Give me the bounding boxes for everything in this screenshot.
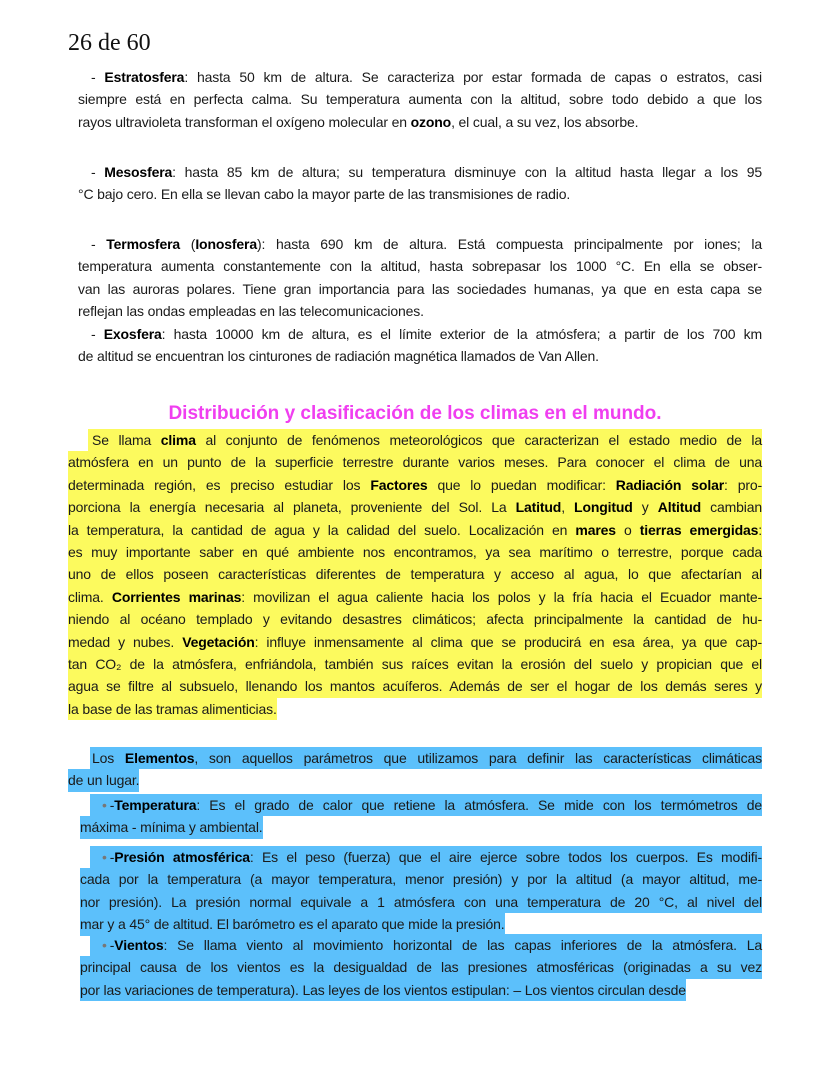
text-segment: principal causa de los vientos es la desigualdad de las presiones atmosféricas (originadas a su vez xyxy=(80,959,762,976)
text-line xyxy=(90,747,762,769)
text-segment: : hasta 85 km de altura; su temperatura disminuye con la altitud hasta llegar a los 95 xyxy=(172,164,762,180)
text-segment: : Es el grado de calor que retiene la atmósfera. Se mide con los termómetros de xyxy=(196,797,762,813)
paragraph-elementos-highlighted xyxy=(68,747,762,792)
text-segment: - xyxy=(109,937,115,953)
text-segment: tan CO₂ de la atmósfera, enfriándola, también sus raíces evitan la erosión del suelo y propician que el xyxy=(68,655,762,672)
text-line xyxy=(80,913,505,935)
text-line xyxy=(68,653,762,675)
text-line xyxy=(91,233,762,255)
text-line xyxy=(80,891,762,913)
bold-term: Exosfera xyxy=(103,326,162,342)
bold-term: clima xyxy=(160,432,196,448)
text-segment: medad y nubes. xyxy=(68,633,183,650)
bullet-temperatura xyxy=(68,794,762,839)
text-line xyxy=(68,608,762,630)
text-segment: temperatura aumenta constantemente con la altitud, hasta sobrepasar los 1000 °C. En ella se obser- xyxy=(78,258,762,275)
paragraph-mesosfera xyxy=(68,161,762,206)
bold-term: Mesosfera xyxy=(104,164,173,180)
text-line xyxy=(90,934,762,956)
text-segment: determinada región, es preciso estudiar los xyxy=(68,476,371,493)
text-segment: Los xyxy=(92,750,125,766)
bullet-presion-atmosferica xyxy=(68,846,762,936)
bold-term: Corrientes marinas xyxy=(111,588,242,605)
text-segment: atmósfera en un punto de la superficie terrestre durante varios meses. Para conocer el clima de una xyxy=(68,454,762,471)
page-number: 26 de 60 xyxy=(68,30,151,56)
paragraph-exosfera xyxy=(68,323,762,368)
text-line xyxy=(78,183,762,205)
text-line xyxy=(80,868,762,890)
text-line xyxy=(78,255,762,277)
text-segment: cada por la temperatura (a mayor temperatura, menor presión) y por la altitud (a mayor altitud, me- xyxy=(80,871,762,888)
bullet-icon: • xyxy=(102,849,107,865)
text-segment: porciona la energía necesaria al planeta, proveniente del Sol. La xyxy=(68,499,516,516)
text-segment: o xyxy=(615,521,640,538)
text-segment: uno de ellos poseen características diferentes de temperatura y acceso al agua, lo que afectarían al xyxy=(68,566,762,583)
text-segment: mar y a 45° de altitud. El barómetro es el aparato que mide la presión. xyxy=(80,916,505,933)
text-segment: la base de las tramas alimenticias. xyxy=(68,700,277,717)
text-segment: siempre está en perfecta calma. Su temperatura aumenta con la altitud, sobre todo debido a que los xyxy=(78,91,762,108)
text-line xyxy=(78,345,762,367)
bullet-vientos xyxy=(68,934,762,1001)
text-segment: máxima - mínima y ambiental. xyxy=(80,819,263,836)
text-line xyxy=(68,519,762,541)
text-segment: - xyxy=(91,69,105,85)
bold-term: tierras emergidas xyxy=(639,521,759,538)
text-segment: : Se llama viento al movimiento horizontal de las capas inferiores de la atmósfera. La xyxy=(163,937,762,953)
text-line xyxy=(88,429,762,451)
text-segment: - xyxy=(91,164,105,180)
text-segment: y xyxy=(632,499,658,516)
text-segment: ): hasta 690 km de altura. Está compuesta principalmente por iones; la xyxy=(256,236,762,252)
text-segment: - xyxy=(91,326,104,342)
bold-term: mares xyxy=(575,521,616,538)
bold-term: Vientos xyxy=(114,937,164,953)
text-segment: °C bajo cero. En ella se llevan cabo la mayor parte de las transmisiones de radio. xyxy=(78,186,571,203)
bold-term: Presión atmosférica xyxy=(114,849,250,865)
text-line xyxy=(68,496,762,518)
bold-term: Termosfera xyxy=(106,236,181,252)
text-line xyxy=(91,323,762,345)
text-segment: : hasta 50 km de altura. Se caracteriza por estar formada de capas o estratos, casi xyxy=(184,69,762,85)
text-line xyxy=(68,675,762,697)
text-line xyxy=(68,474,762,496)
paragraph-termosfera xyxy=(68,233,762,323)
text-segment: - xyxy=(109,849,115,865)
text-line xyxy=(91,161,762,183)
text-line xyxy=(78,88,762,110)
text-segment: : Es el peso (fuerza) que el aire ejerce sobre todos los cuerpos. Es modifi- xyxy=(249,849,762,865)
text-segment: : movilizan el agua caliente hacia los polos y la fría hacia el Ecuador mante- xyxy=(241,588,762,605)
text-segment: : xyxy=(758,521,762,538)
text-segment: la temperatura, la cantidad de agua y la calidad del suelo. Localización en xyxy=(68,521,576,538)
bold-term: Temperatura xyxy=(114,797,197,813)
text-segment: : pro- xyxy=(724,476,763,493)
text-segment: ( xyxy=(180,236,196,252)
paragraph-estratosfera xyxy=(68,66,762,133)
text-segment: agua se filtre al subsuelo, llenando los mantos acuíferos. Además de ser el hogar de los demás seres y xyxy=(68,678,762,695)
text-line xyxy=(68,631,762,653)
text-segment: niendo al océano templado y evitando desastres climáticos; afecta principalmente la cantidad de hu- xyxy=(68,611,762,628)
text-line xyxy=(68,563,762,585)
bold-term: Estratosfera xyxy=(104,69,185,85)
text-line xyxy=(78,300,762,322)
text-segment: al conjunto de fenómenos meteorológicos que caracterizan el estado medio de la xyxy=(195,432,762,448)
bold-term: Ionosfera xyxy=(195,236,257,252)
text-segment: , xyxy=(561,499,575,516)
bold-term: Radiación solar xyxy=(615,476,725,493)
bold-term: Latitud xyxy=(515,499,562,516)
text-segment: Se llama xyxy=(92,432,161,448)
paragraph-clima-highlighted xyxy=(68,429,762,720)
text-segment: : hasta 10000 km de altura, es el límite exterior de la atmósfera; a partir de los 700 km xyxy=(161,326,762,342)
text-segment: que lo puedan modificar: xyxy=(427,476,616,493)
text-line xyxy=(91,66,762,88)
bold-term: Vegetación xyxy=(182,633,255,650)
text-line xyxy=(68,451,762,473)
text-line xyxy=(80,816,263,838)
text-segment: : influye inmensamente al clima que se producirá en esa área, ya que cap- xyxy=(254,633,762,650)
text-line xyxy=(78,278,762,300)
text-line xyxy=(68,769,139,791)
text-line xyxy=(90,846,762,868)
text-segment: de altitud se encuentran los cinturones de radiación magnética llamados de Van Allen. xyxy=(78,348,599,365)
text-segment: nor presión). La presión normal equivale a 1 atmósfera con una temperatura de 20 °C, al nivel del xyxy=(80,893,762,910)
bullet-icon: • xyxy=(102,937,107,953)
bold-term: Altitud xyxy=(657,499,702,516)
text-segment: clima. xyxy=(68,588,112,605)
text-segment: por las variaciones de temperatura). Las leyes de los vientos estipulan: – Los vientos circulan desde xyxy=(80,981,686,998)
text-segment: cambian xyxy=(701,499,763,516)
text-segment: de un lugar. xyxy=(68,772,140,789)
section-heading: Distribución y clasificación de los climas en el mundo. xyxy=(168,403,662,424)
text-segment: , el cual, a su vez, los absorbe. xyxy=(451,113,639,130)
bold-term: Elementos xyxy=(124,750,195,766)
bold-term: Longitud xyxy=(574,499,633,516)
bold-term: ozono xyxy=(410,113,452,130)
text-line xyxy=(90,794,762,816)
text-segment: - xyxy=(91,236,107,252)
text-line xyxy=(80,956,762,978)
text-segment: - xyxy=(109,797,115,813)
text-segment: reflejan las ondas empleadas en las telecomunicaciones. xyxy=(78,303,424,320)
text-segment: rayos ultravioleta transforman el oxígeno molecular en xyxy=(78,113,411,130)
text-segment: van las auroras polares. Tiene gran importancia para las sociedades humanas, ya que en esta capa se xyxy=(78,280,762,297)
bold-term: Factores xyxy=(370,476,428,493)
text-segment: es muy importante saber en qué ambiente nos encontramos, ya sea marítimo o terrestre, porque cada xyxy=(68,543,762,560)
text-segment: , son aquellos parámetros que utilizamos para definir las características climáticas xyxy=(194,750,762,766)
text-line xyxy=(68,586,762,608)
text-line xyxy=(80,979,686,1001)
text-line xyxy=(68,541,762,563)
text-line xyxy=(68,698,277,720)
bullet-icon: • xyxy=(102,797,107,813)
text-line xyxy=(78,111,762,133)
